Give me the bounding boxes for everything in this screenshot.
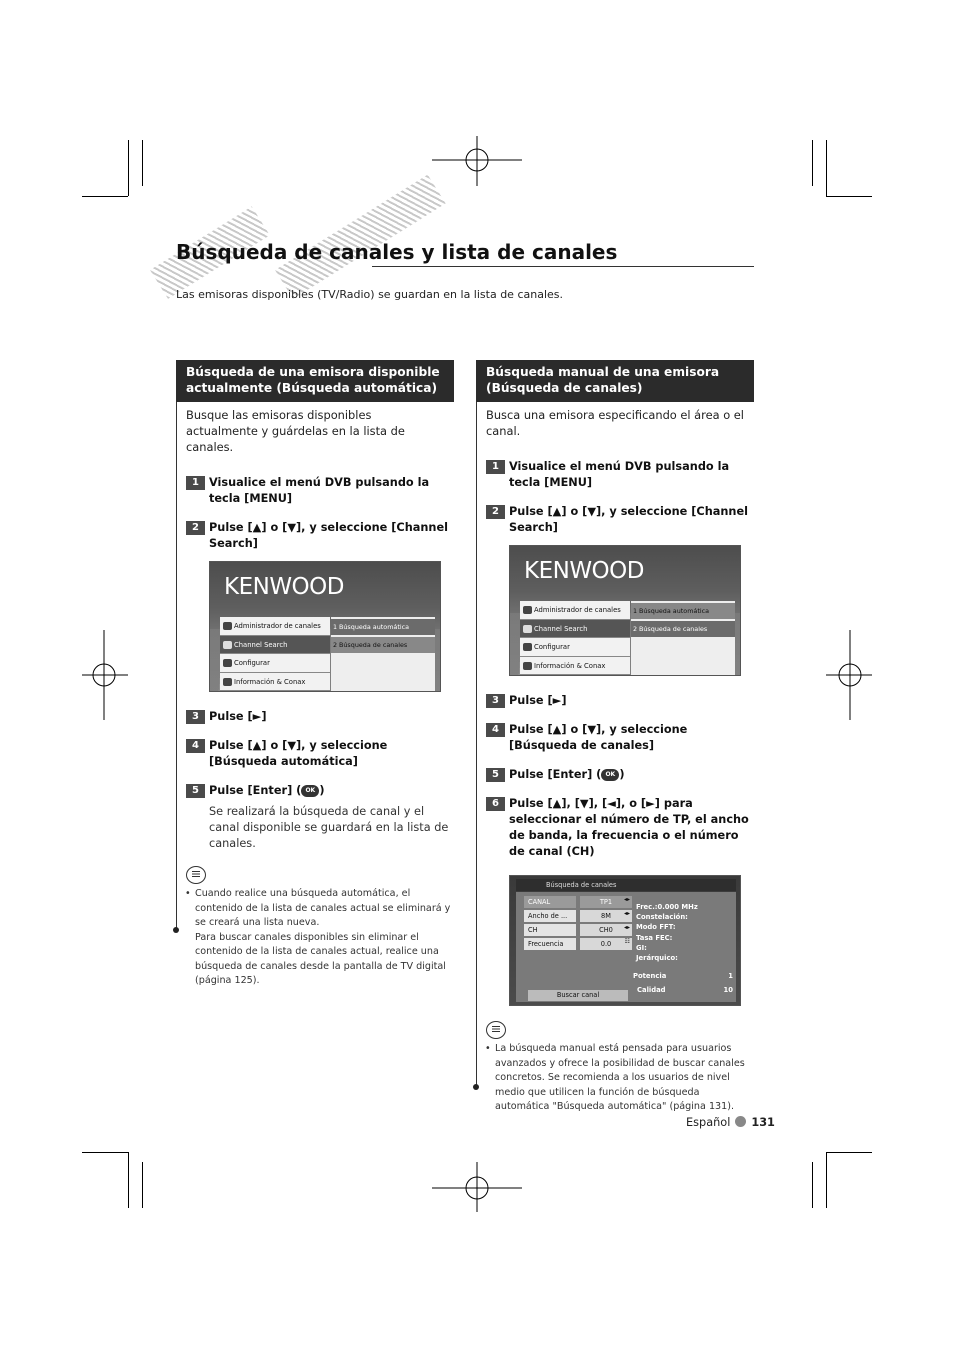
crop-mark [826,1152,872,1153]
step-text: Pulse [▲] o [▼], y seleccione [Búsqueda automática] [209,739,388,768]
binoculars-icon [223,641,232,649]
channel-search-title: Búsqueda de canales [516,879,736,891]
right-column [476,360,754,1115]
note-text: • Cuando realice una búsqueda automática, el contenido de la lista de canales actual se eliminará y se creará una lista nueva. [185,888,451,928]
signal-quality: Calidad 10 [637,986,733,994]
left-right-arrow-icon: ◂▸ [623,924,630,931]
crop-mark [128,140,129,196]
step-number: 5 [486,768,505,782]
submenu-item-channel-search[interactable]: 2 Búsqueda de canales [631,621,735,637]
crop-mark [812,140,813,186]
channel-search-screen [509,875,741,1006]
crop-mark [142,140,143,186]
note-text-2: Para buscar canales disponibles sin eliminar el contenido de la lista de canales actual, realice una búsqueda de canales desde la pantalla de TV digital (página 125). [195,931,446,986]
step-6 [476,796,754,860]
step-4 [176,738,454,770]
field-frequency[interactable]: Frecuencia 0.0 ☷ [524,938,632,950]
submenu-item-auto-search[interactable]: 1 Búsqueda automática [331,619,435,635]
kenwood-logo: KENWOOD [524,558,644,584]
step-3 [176,709,454,725]
step-number: 2 [186,521,205,535]
page-number: 131 [751,1116,775,1129]
menu-item-configure[interactable]: Configurar [220,654,330,673]
section-description: Busque las emisoras disponibles actualmente y guárdelas en la lista de canales. [186,408,405,454]
crop-mark [82,196,128,197]
menu-item-channel-search[interactable]: Channel Search [220,636,330,655]
page-footer [686,1116,775,1129]
step-text: Visualice el menú DVB pulsando la tecla [MENU] [509,460,730,489]
left-right-arrow-icon: ◂▸ [623,896,630,903]
dvb-menu [220,617,330,691]
dvb-submenu [631,601,735,676]
step-text: Pulse [Enter] ( [509,768,602,781]
step-2 [176,520,454,552]
step-text: Pulse [►] [209,710,267,723]
info-icon [523,662,532,670]
step-text: Pulse [Enter] ( [209,784,302,797]
crop-mark [812,1162,813,1208]
crop-mark [142,1162,143,1208]
field-ch[interactable]: CH CH0 ◂▸ [524,924,632,936]
left-right-arrow-icon: ◂▸ [623,910,630,917]
step-1 [476,459,754,491]
signal-strength: Potencia 1 [633,972,733,980]
step-4 [476,722,754,754]
dvb-submenu [331,617,435,692]
channel-search-pane [516,892,736,1002]
wrench-icon [223,659,232,667]
binoculars-icon [523,625,532,633]
menu-item-channel-manager[interactable]: Administrador de canales [520,601,630,620]
footer-dot-icon [735,1116,746,1127]
step-number: 4 [186,739,205,753]
step-number: 2 [486,505,505,519]
step-number: 3 [186,710,205,724]
wrench-icon [523,643,532,651]
column-rule-end [473,1084,479,1090]
registration-mark-icon [432,1162,522,1212]
menu-item-channel-search[interactable]: Channel Search [520,620,630,639]
step-text: Visualice el menú DVB pulsando la tecla [MENU] [209,476,430,505]
registration-mark-icon [432,136,522,186]
search-channel-button[interactable]: Buscar canal [528,990,628,1001]
keypad-icon: ☷ [624,938,630,945]
ok-button-icon: OK [301,785,319,797]
section-heading: Búsqueda de una emisora disponible actualmente (Búsqueda automática) [176,360,454,402]
tv-icon [223,622,232,630]
crop-mark [826,1152,827,1208]
step-number: 3 [486,694,505,708]
tv-icon [523,606,532,614]
ok-button-icon: OK [601,769,619,781]
column-rule [176,402,177,930]
menu-item-channel-manager[interactable]: Administrador de canales [220,617,330,636]
dvb-menu [520,601,630,675]
note-icon [186,866,206,884]
menu-item-information[interactable]: Información & Conax [520,657,630,676]
crop-mark [82,1152,128,1153]
note-icon [486,1021,506,1039]
kenwood-logo: KENWOOD [224,574,344,600]
step-2 [476,504,754,536]
dvb-menu-screen [509,545,741,676]
step-3 [476,693,754,709]
page-title: Búsqueda de canales y lista de canales [176,240,618,264]
column-rule [476,402,477,1086]
step-text: Pulse [▲] o [▼], y seleccione [Channel Search] [209,521,449,550]
menu-item-information[interactable]: Información & Conax [220,673,330,692]
step-number: 1 [186,476,205,490]
crop-mark [128,1152,129,1208]
step-5: 5 Pulse [Enter] ( OK ) [476,767,754,783]
registration-mark-icon [82,630,128,720]
step-text: Pulse [▲], [▼], [◄], o [►] para seleccionar el número de TP, el ancho de banda, la frecuencia o el número de canal (CH) [509,797,749,858]
info-icon [223,678,232,686]
dvb-menu-screen [209,561,441,692]
title-rule [372,266,754,267]
step-number: 4 [486,723,505,737]
footer-language: Español [686,1116,731,1129]
step-1 [176,475,454,507]
crop-mark [826,140,827,196]
column-rule-end [173,927,179,933]
left-column [176,360,454,989]
submenu-item-auto-search[interactable]: 1 Búsqueda automática [631,603,735,619]
step-text: Pulse [▲] o [▼], y seleccione [Búsqueda de canales] [509,723,688,752]
step-5: 5 Pulse [Enter] ( OK ) [176,783,454,799]
menu-item-configure[interactable]: Configurar [520,638,630,657]
section-description: Busca una emisora especificando el área o el canal. [486,408,744,438]
note-text: • La búsqueda manual está pensada para usuarios avanzados y ofrece la posibilidad de buscar canales concretos. Se recomienda a los usuarios de nivel medio que utilicen la función de búsqueda automática "Búsqueda automática" (página 131). [485,1043,745,1112]
registration-mark-icon [826,630,872,720]
field-canal[interactable]: CANAL TP1 ◂▸ [524,896,632,908]
step-text: Pulse [▲] o [▼], y seleccione [Channel Search] [509,505,749,534]
step-number: 6 [486,797,505,811]
step-number: 5 [186,784,205,798]
step-number: 1 [486,460,505,474]
crop-mark [826,196,872,197]
field-bandwidth[interactable]: Ancho de ... 8M ◂▸ [524,910,632,922]
submenu-item-channel-search[interactable]: 2 Búsqueda de canales [331,637,435,653]
decorative-stripe [275,175,446,299]
intro-text: Las emisoras disponibles (TV/Radio) se guardan en la lista de canales. [176,288,564,301]
step-5-body: Se realizará la búsqueda de canal y el canal disponible se guardará en la lista de canales. [209,805,449,850]
section-heading: Búsqueda manual de una emisora (Búsqueda de canales) [476,360,754,402]
step-text: Pulse [►] [509,694,567,707]
signal-info: Frec.:0.000 MHz Constelación: Modo FFT: Tasa FEC: GI: Jerárquico: [636,903,698,963]
